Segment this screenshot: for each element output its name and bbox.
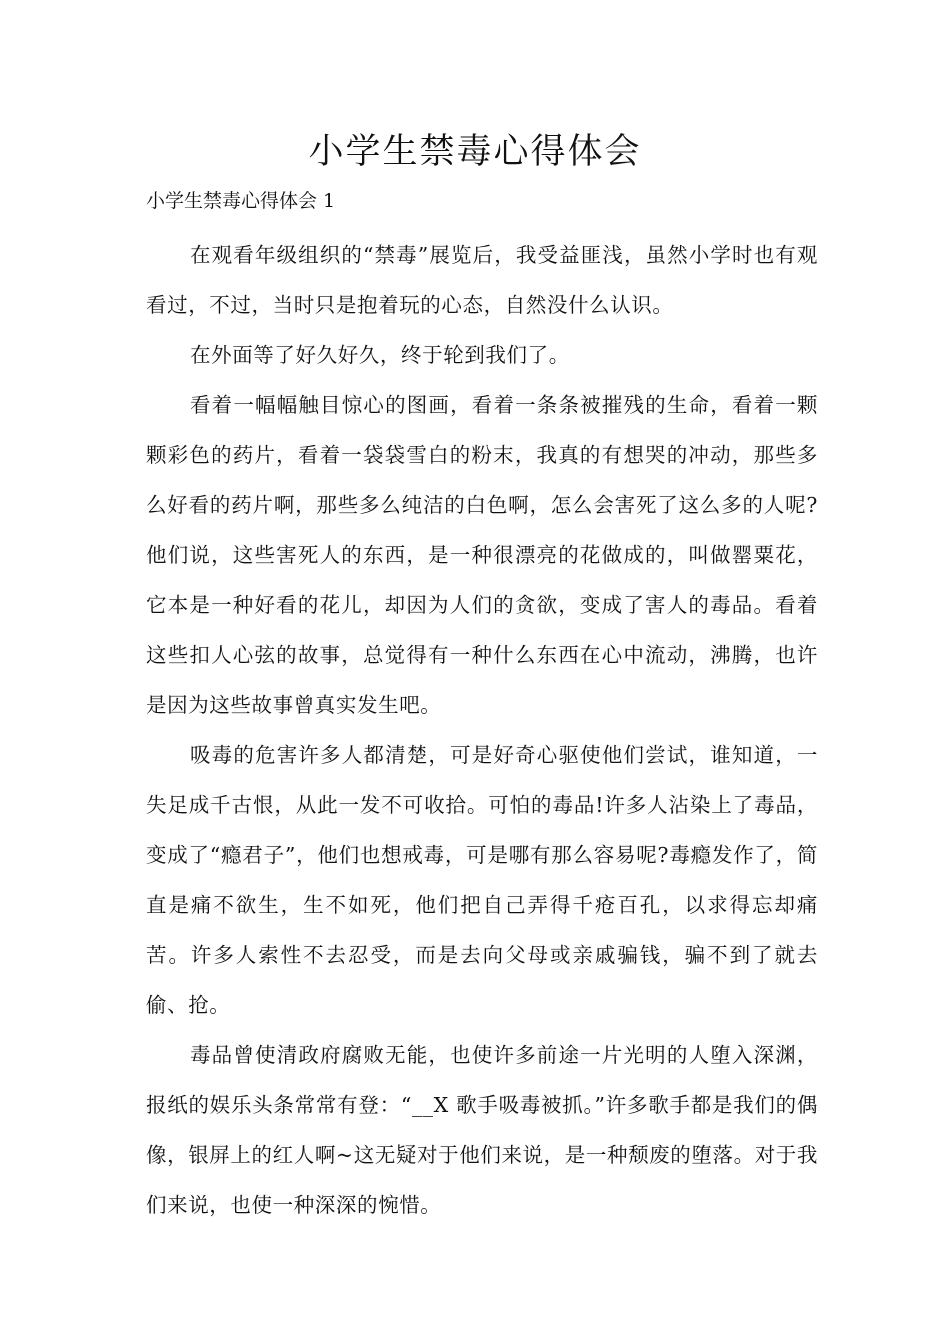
body-text xyxy=(146,230,818,1230)
paragraph-4: 吸毒的危害许多人都清楚，可是好奇心驱使他们尝试，谁知道，一失足成千古恨，从此一发不可收拾。可怕的毒品!许多人沾染上了毒品，变成了“瘾君子”，他们也想戒毒，可是哪有那么容易呢?毒瘾发作了，简直是痛不欲生，生不如死，他们把自己弄得千疮百孔，以求得忘却痛苦。许多人索性不去忍受，而是去向父母或亲戚骗钱，骗不到了就去偷、抢。 xyxy=(146,743,818,1017)
paragraph-3: 看着一幅幅触目惊心的图画，看着一条条被摧残的生命，看着一颗颗彩色的药片，看着一袋袋雪白的粉末，我真的有想哭的冲动，那些多么好看的药片啊，那些多么纯洁的白色啊，怎么会害死了这么多的人呢?他们说，这些害死人的东西，是一种很漂亮的花做成的，叫做罂粟花，它本是一种好看的花儿，却因为人们的贪欲，变成了害人的毒品。看着这些扣人心弦的故事，总觉得有一种什么东西在心中流动，沸腾，也许是因为这些故事曾真实发生吧。 xyxy=(146,393,818,717)
section-heading: 小学生禁毒心得体会 1 xyxy=(146,190,336,212)
paragraph-5: 毒品曾使清政府腐败无能，也使许多前途一片光明的人堕入深渊，报纸的娱乐头条常常有登：“__X 歌手吸毒被抓。”许多歌手都是我们的偶像，银屏上的红人啊~这无疑对于他们来说，是一种颓废的堕落。对于我们来说，也使一种深深的惋惜。 xyxy=(146,1043,818,1217)
paragraph-1: 在观看年级组织的“禁毒”展览后，我受益匪浅，虽然小学时也有观看过，不过，当时只是抱着玩的心态，自然没什么认识。 xyxy=(146,243,818,317)
paragraph-2: 在外面等了好久好久，终于轮到我们了。 xyxy=(190,343,570,367)
page-title: 小学生禁毒心得体会 xyxy=(308,132,642,172)
